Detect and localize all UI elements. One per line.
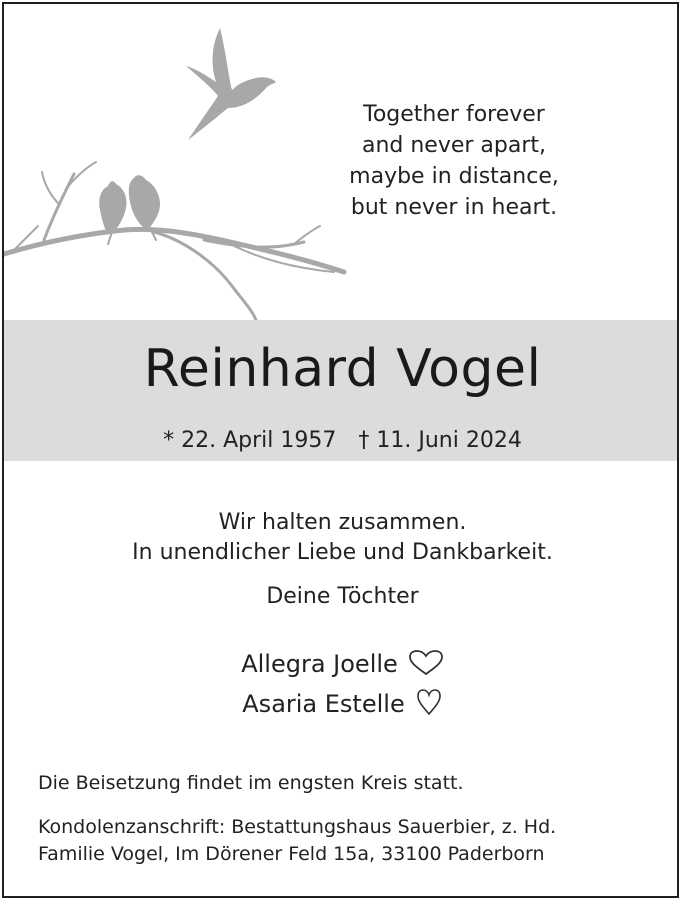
address-line: Familie Vogel, Im Dörener Feld 15a, 33100 Paderborn bbox=[38, 843, 545, 865]
birth-date: * 22. April 1957 bbox=[163, 428, 337, 453]
message-line: In unendlicher Liebe und Dankbarkeit. bbox=[132, 540, 553, 565]
signature: Deine Töchter bbox=[266, 584, 419, 609]
daughter-name: Asaria Estelle bbox=[242, 690, 405, 718]
daughter-name: Allegra Joelle bbox=[241, 650, 398, 678]
poem-line: but never in heart. bbox=[350, 195, 558, 220]
farewell-message bbox=[4, 508, 679, 568]
daughter-item bbox=[4, 684, 679, 724]
sitting-bird-right-icon bbox=[129, 175, 160, 230]
sitting-bird-left-icon bbox=[99, 181, 126, 234]
heart-outline-icon bbox=[415, 688, 443, 716]
obituary-card bbox=[2, 2, 679, 898]
poem-line: maybe in distance, bbox=[349, 164, 559, 189]
life-dates bbox=[4, 426, 679, 456]
poem-line: and never apart, bbox=[361, 133, 547, 158]
deceased-name: Reinhard Vogel bbox=[143, 339, 542, 399]
address-line: Kondolenzanschrift: Bestattungshaus Sauerbier, z. Hd. bbox=[38, 816, 557, 838]
message-line: Wir halten zusammen. bbox=[218, 510, 467, 535]
heart-outline-icon bbox=[408, 650, 444, 676]
poem bbox=[304, 99, 604, 223]
flying-bird-icon bbox=[186, 28, 276, 140]
poem-line: Together forever bbox=[363, 102, 545, 127]
burial-note: Die Beisetzung findet im engsten Kreis statt. bbox=[38, 772, 464, 794]
death-date: † 11. Juni 2024 bbox=[358, 428, 522, 453]
daughters-list bbox=[4, 644, 679, 724]
daughter-item bbox=[4, 644, 679, 684]
condolence-address bbox=[38, 814, 556, 868]
